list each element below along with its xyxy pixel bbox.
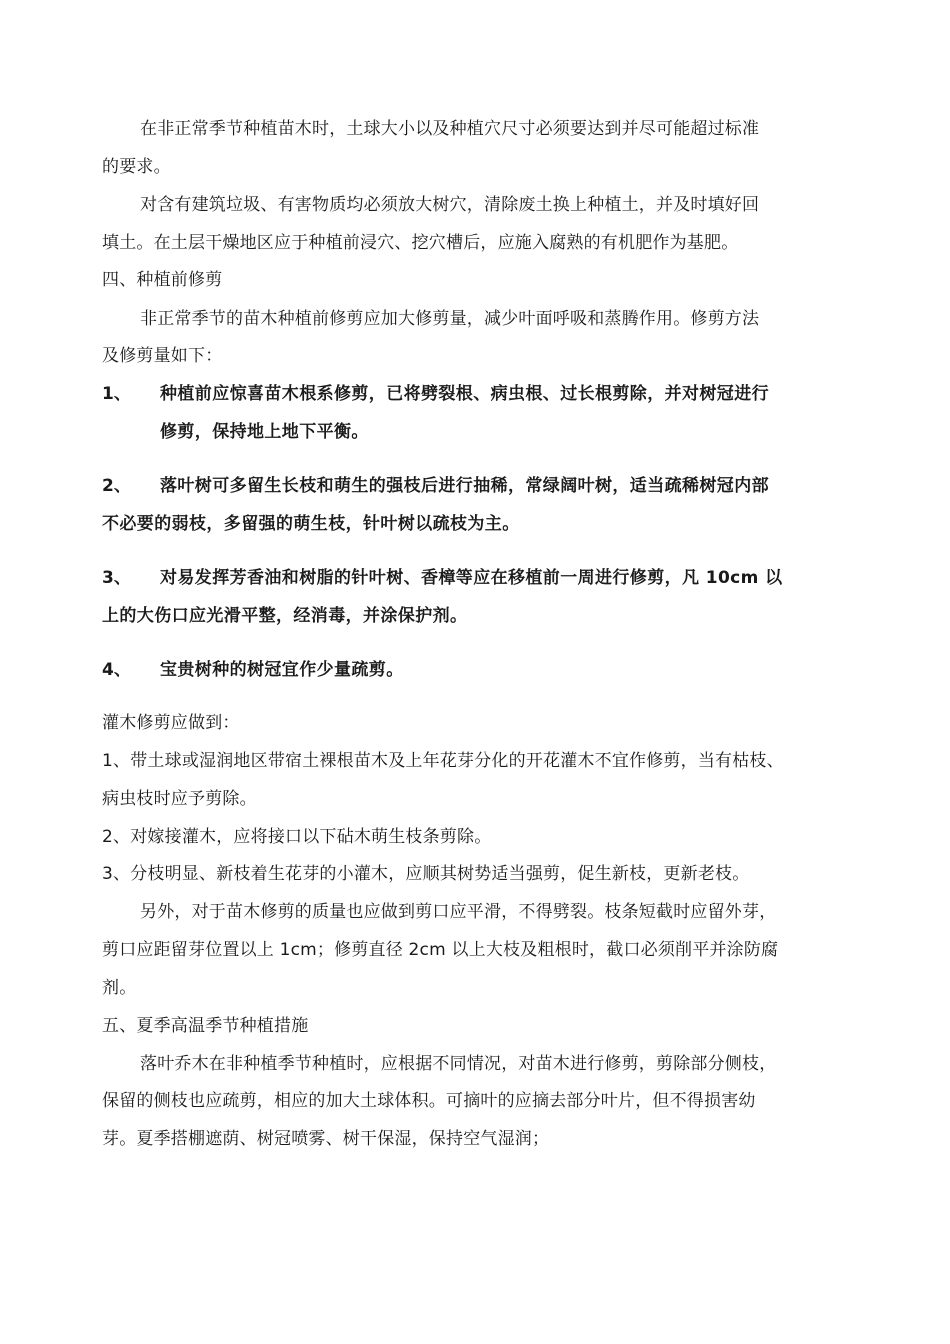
list-item-number: 2、 [102,476,131,496]
list-item-text: 对易发挥芳香油和树脂的针叶树、香樟等应在移植前一周进行修剪，凡 10cm 以 [160,568,783,588]
shrub-item-1: 病虫枝时应予剪除。 [102,789,257,809]
list-item-text: 修剪，保持地上地下平衡。 [160,422,369,442]
section-heading-5: 五、夏季高温季节种植措施 [102,1016,309,1036]
paragraph-line: 对含有建筑垃圾、有害物质均必须放大树穴，清除废土换上种植土，并及时填好回 [140,195,760,215]
section-heading-4: 四、种植前修剪 [102,270,223,290]
list-item-text: 上的大伤口应光滑平整，经消毒，并涂保护剂。 [102,606,468,626]
shrub-item-3: 3、分枝明显、新枝着生花芽的小灌木，应顺其树势适当强剪，促生新枝，更新老枝。 [102,864,750,884]
list-item-number: 3、 [102,568,131,588]
paragraph-line: 芽。夏季搭棚遮荫、树冠喷雾、树干保湿，保持空气湿润； [102,1129,550,1149]
list-item-number: 1、 [102,384,131,404]
paragraph-line: 填土。在土层干燥地区应于种植前浸穴、挖穴槽后，应施入腐熟的有机肥作为基肥。 [102,233,739,253]
list-item-text: 种植前应惊喜苗木根系修剪，已将劈裂根、病虫根、过长根剪除，并对树冠进行 [160,384,769,404]
shrub-item-1: 1、带土球或湿润地区带宿土裸根苗木及上年花芽分化的开花灌木不宜作修剪，当有枯枝、 [102,751,784,771]
list-item-text: 不必要的弱枝，多留强的萌生枝，针叶树以疏枝为主。 [102,514,520,534]
paragraph-line: 保留的侧枝也应疏剪，相应的加大土球体积。可摘叶的应摘去部分叶片，但不得损害幼 [102,1091,756,1111]
paragraph-line: 另外，对于苗木修剪的质量也应做到剪口应平滑，不得劈裂。枝条短截时应留外芽， [140,902,777,922]
paragraph-line: 非正常季节的苗木种植前修剪应加大修剪量，减少叶面呼吸和蒸腾作用。修剪方法 [140,309,760,329]
paragraph-line: 剪口应距留芽位置以上 1cm；修剪直径 2cm 以上大枝及粗根时，截口必须削平并涂防腐 [102,940,779,960]
paragraph-line: 及修剪量如下： [102,346,223,366]
list-item-text: 落叶树可多留生长枝和萌生的强枝后进行抽稀，常绿阔叶树，适当疏稀树冠内部 [160,476,769,496]
shrub-title: 灌木修剪应做到： [102,713,240,733]
shrub-item-2: 2、对嫁接灌木，应将接口以下砧木萌生枝条剪除。 [102,827,492,847]
list-item-text: 宝贵树种的树冠宜作少量疏剪。 [160,660,404,680]
paragraph-line: 在非正常季节种植苗木时，土球大小以及种植穴尺寸必须要达到并尽可能超过标准 [140,119,760,139]
paragraph-line: 的要求。 [102,157,171,177]
paragraph-line: 剂。 [102,978,137,998]
list-item-number: 4、 [102,660,131,680]
paragraph-line: 落叶乔木在非种植季节种植时，应根据不同情况，对苗木进行修剪，剪除部分侧枝， [140,1054,777,1074]
